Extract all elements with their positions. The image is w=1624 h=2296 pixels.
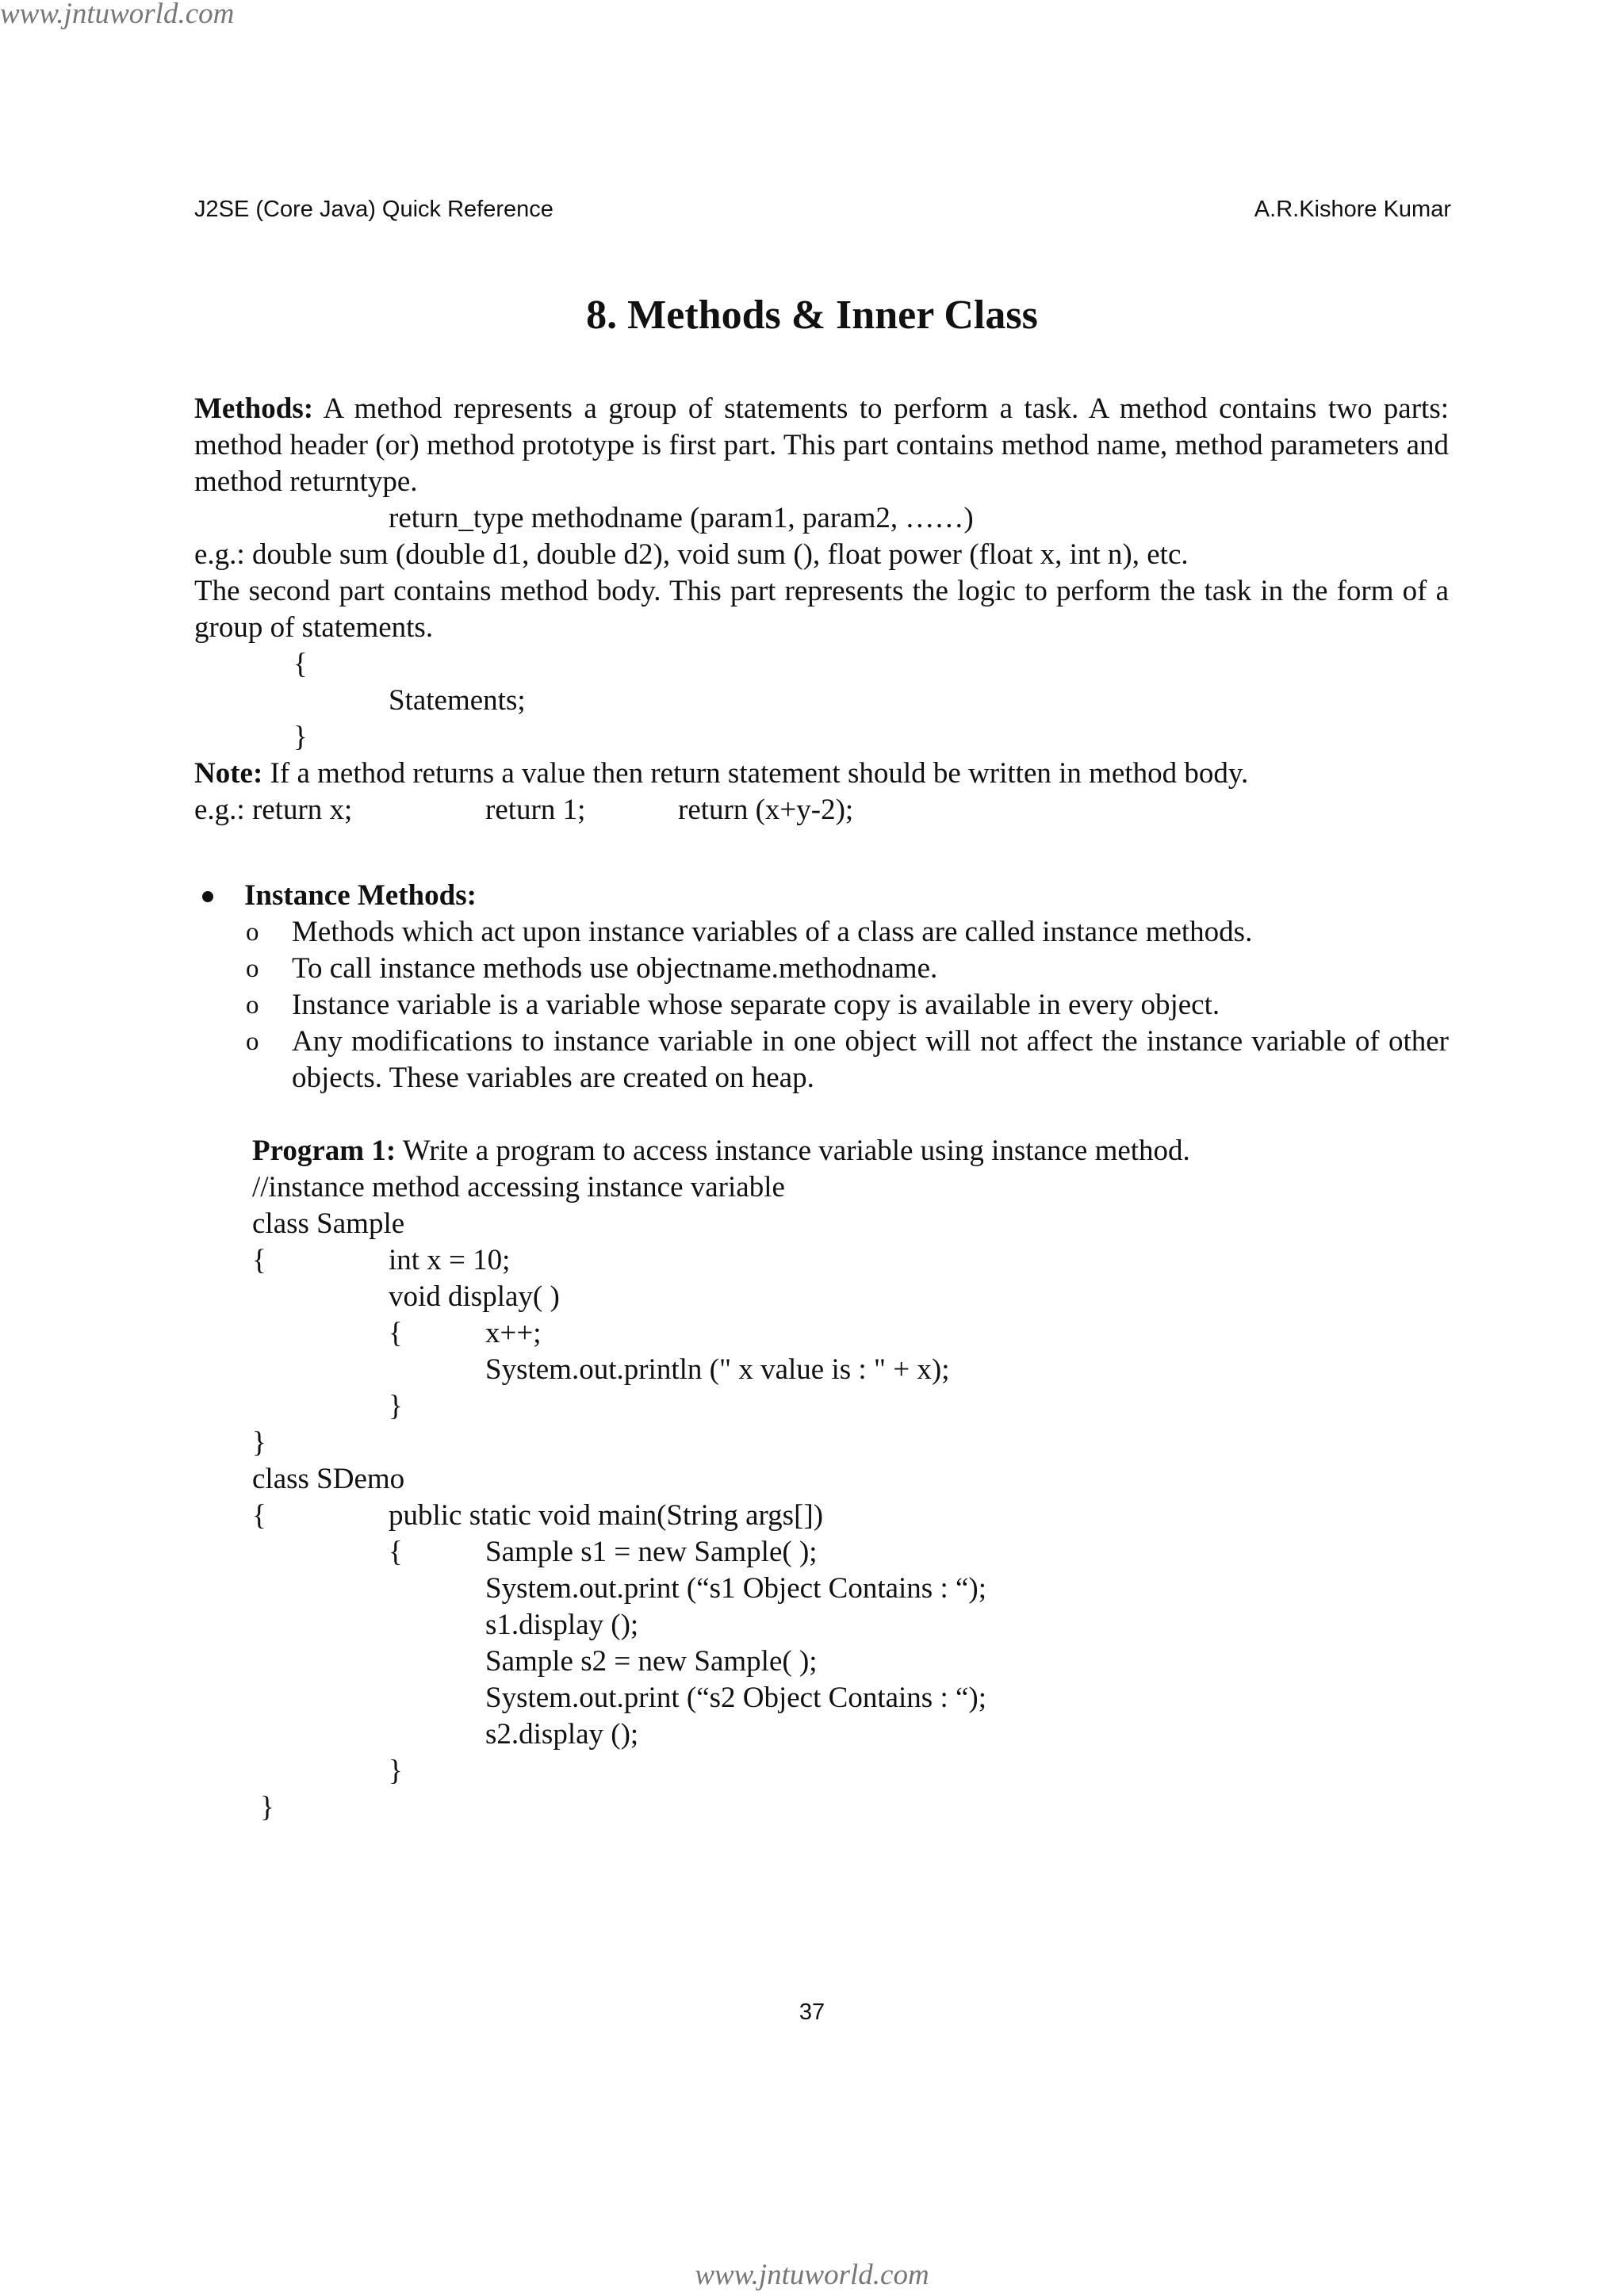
header-right: A.R.Kishore Kumar bbox=[1254, 197, 1451, 222]
program-text: Write a program to access instance variable using instance method. bbox=[402, 1135, 1190, 1167]
code-line: { bbox=[252, 1244, 266, 1276]
code-line: int x = 10; bbox=[389, 1244, 511, 1276]
method-prototype: return_type methodname (param1, param2, ……) bbox=[389, 502, 974, 534]
code-line: } bbox=[252, 1426, 266, 1459]
instance-item: To call instance methods use objectname.methodname. bbox=[292, 952, 938, 985]
code-line: System.out.println (" x value is : " + x); bbox=[485, 1353, 950, 1386]
watermark-bottom: www.jntuworld.com bbox=[695, 2259, 929, 2291]
body-statements: Statements; bbox=[389, 684, 526, 717]
code-line: //instance method accessing instance variable bbox=[252, 1171, 785, 1203]
note-line bbox=[194, 756, 1248, 792]
code-line: { bbox=[252, 1499, 266, 1532]
page-number: 37 bbox=[799, 1999, 825, 2025]
body-brace-open: { bbox=[293, 648, 308, 680]
instance-item: Methods which act upon instance variables of a class are called instance methods. bbox=[292, 916, 1253, 948]
code-line: Sample s1 = new Sample( ); bbox=[485, 1536, 818, 1568]
code-line: } bbox=[260, 1791, 274, 1823]
sub-bullet-icon: o bbox=[246, 991, 259, 1020]
program-label: Program 1: bbox=[252, 1135, 396, 1167]
code-line: } bbox=[389, 1390, 403, 1422]
page-title: 8. Methods & Inner Class bbox=[586, 293, 1038, 338]
watermark-top: www.jntuworld.com bbox=[0, 0, 235, 30]
code-line: System.out.print (“s2 Object Contains : “); bbox=[485, 1682, 986, 1714]
sub-bullet-icon: o bbox=[246, 1027, 259, 1056]
code-line: public static void main(String args[]) bbox=[389, 1499, 824, 1532]
body-brace-close: } bbox=[293, 721, 308, 753]
code-line: class SDemo bbox=[252, 1463, 405, 1495]
header-left: J2SE (Core Java) Quick Reference bbox=[194, 197, 553, 222]
program-heading bbox=[252, 1133, 1190, 1169]
note-example-3: return (x+y-2); bbox=[678, 794, 854, 826]
bullet-icon bbox=[202, 891, 213, 902]
method-example: e.g.: double sum (double d1, double d2), void sum (), float power (float x, int n), etc. bbox=[194, 538, 1189, 571]
note-text: If a method returns a value then return statement should be written in method body. bbox=[270, 757, 1249, 790]
code-line: s1.display (); bbox=[485, 1609, 639, 1641]
sub-bullet-icon: o bbox=[246, 955, 259, 983]
instance-item: Any modifications to instance variable in one object will not affect the instance variable of other objects. These variables are created on heap. bbox=[292, 1025, 1449, 1094]
methods-text: A method represents a group of statements to perform a task. A method contains two parts: method header (or) method prototype is first part. This part contains method name, method parameters and method returntype. bbox=[194, 392, 1449, 498]
instance-item: Instance variable is a variable whose separate copy is available in every object. bbox=[292, 989, 1220, 1021]
code-line: System.out.print (“s1 Object Contains : “); bbox=[485, 1572, 986, 1605]
note-example-2: return 1; bbox=[485, 794, 586, 826]
methods-label: Methods: bbox=[194, 392, 314, 425]
code-line: } bbox=[389, 1755, 403, 1787]
method-body-paragraph: The second part contains method body. This part represents the logic to perform the task in the form of a group of statements. bbox=[194, 575, 1449, 644]
methods-paragraph bbox=[194, 391, 1449, 500]
code-line: class Sample bbox=[252, 1207, 405, 1240]
note-example-1: e.g.: return x; bbox=[194, 794, 353, 826]
sub-bullet-icon: o bbox=[246, 918, 259, 947]
code-line: s2.display (); bbox=[485, 1718, 639, 1751]
note-label: Note: bbox=[194, 757, 263, 790]
code-line: x++; bbox=[485, 1317, 542, 1349]
instance-methods-heading: Instance Methods: bbox=[244, 879, 477, 912]
code-line: void display( ) bbox=[389, 1280, 560, 1313]
code-line: { bbox=[389, 1536, 403, 1568]
code-line: { bbox=[389, 1317, 403, 1349]
code-line: Sample s2 = new Sample( ); bbox=[485, 1645, 818, 1678]
